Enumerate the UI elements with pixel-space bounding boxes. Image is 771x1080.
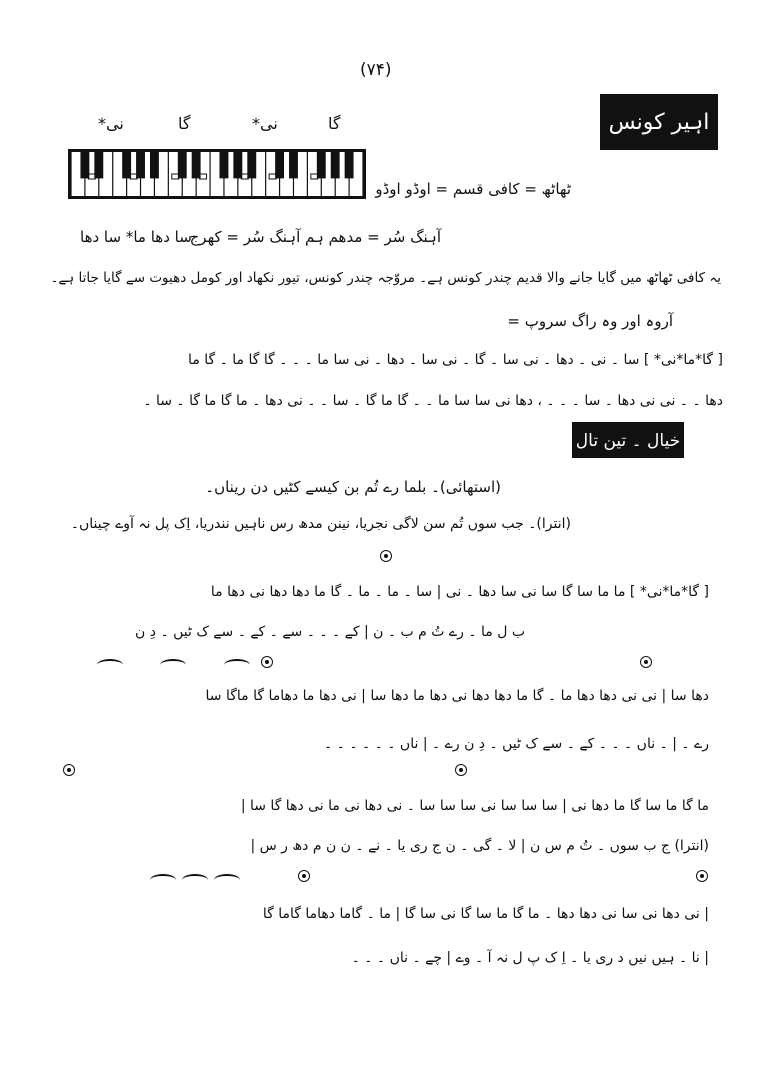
sam-mark-4 (63, 764, 75, 776)
keyboard-mark-4: گا (328, 114, 341, 133)
black-key (122, 152, 131, 178)
aaroh-line-2: دھا ۔ ۔ نی نی دھا ۔ سا ۔ ۔ ۔ ، دھا نی سا سا ما ۔ ۔ گا ما گا ۔ سا ۔ ۔ نی دھا ۔ ما گا ما گا ۔ سا ۔ (143, 393, 723, 409)
sthai-text: (استھائی)۔ بلما رے تُم بن کیسے کٹیں دن ریناں۔ (205, 478, 501, 496)
black-key (289, 152, 298, 178)
slur-1 (97, 659, 123, 671)
paragraph-intro: یہ کافی ٹھاٹھ میں گایا جانے والا قدیم چندر کونس ہے۔ مروّجہ چندر کونس، تیور نکھاد اور کومل دھیوت سے گایا جاتا ہے۔ (50, 270, 721, 286)
sam-mark-1 (380, 550, 392, 562)
black-key (178, 152, 187, 178)
piano-keyboard (68, 149, 366, 199)
black-key (94, 152, 103, 178)
sam-mark-2 (261, 656, 273, 668)
sam-mark-6 (298, 870, 310, 882)
thaat-line: ٹھاٹھ = کافی قسم = اوڈو اوڈو (375, 180, 571, 198)
slur-6 (214, 874, 240, 886)
black-key (150, 152, 159, 178)
black-key (80, 152, 89, 178)
notation-line-3: ما گا ما سا گا ما دھا نی | سا سا سا نی سا سا سا ۔ نی دھا نی ما نی دھا گا سا | (240, 798, 709, 814)
aahang-notes: سا دھا ما* سا دھا (80, 228, 192, 246)
black-key (247, 152, 256, 178)
black-key (136, 152, 145, 178)
antra-text: (انترا)۔ جب سوں تُم سن لاگی نجریا، نینن مدھ رس ناہیں نندریا، اِک پل نہ آوے چیناں۔ (70, 516, 571, 532)
slur-5 (182, 874, 208, 886)
khayal-heading: خیال ۔ تین تال (575, 430, 681, 451)
sam-mark-5 (455, 764, 467, 776)
black-key (192, 152, 201, 178)
keyboard-mark-1: نی* (98, 114, 124, 133)
lyrics-line-3: (انترا) ج ب سوں ۔ تُ م س ن | لا ۔ گی ۔ ن ج ری یا ۔ نے ۔ ن ن م دھ ر س | (250, 838, 709, 854)
notation-line-2: دھا سا | نی نی دھا دھا ما ۔ گا ما دھا دھا نی دھا ما دھا سا | نی دھا ما دھاما گا ماگا سا (205, 688, 709, 704)
keyboard-mark-3: نی* (252, 114, 278, 133)
notation-line-1: [ گا*ما*نی* ] ما ما سا گا سا نی سا دھا ۔ نی | سا ۔ ما ۔ ما ۔ گا ما دھا دھا نی دھا ما (210, 584, 709, 600)
raag-title-box (600, 94, 718, 150)
black-key (275, 152, 284, 178)
sam-mark-3 (640, 656, 652, 668)
black-key (220, 152, 229, 178)
notation-line-4: | نی دھا نی سا نی دھا دھا ۔ ما گا ما سا گا نی سا گا | ما ۔ گاما دھاما گاما گا (262, 906, 709, 922)
lyrics-line-1: ب ل ما ۔ رے تُ م ب ۔ ن | کے ۔ ۔ ۔ سے ۔ کے ۔ سے ک ٹیں ۔ دِ ن (135, 624, 525, 640)
black-key (233, 152, 242, 178)
slur-4 (150, 874, 176, 886)
khayal-heading-box (572, 422, 684, 458)
aahang-line: آہنگ سُر = مدھم ہم آہنگ سُر = کھرج (189, 228, 441, 246)
keyboard-mark-2: گا (178, 114, 191, 133)
paragraph-sroop: آروہ اور وہ راگ سروپ = (507, 312, 673, 330)
black-key (345, 152, 354, 178)
slur-3 (224, 659, 250, 671)
page-number: (۷۴) (360, 60, 392, 80)
slur-2 (160, 659, 186, 671)
lyrics-line-2: رے ۔ | ۔ ناں ۔ ۔ ۔ کے ۔ سے ک ٹیں ۔ دِ ن رے ۔ | ناں ۔ ۔ ۔ ۔ ۔ ۔ (324, 736, 709, 752)
sam-mark-7 (696, 870, 708, 882)
raag-title: اہیر کونس (608, 109, 710, 135)
black-key (317, 152, 326, 178)
lyrics-line-4: | نا ۔ ہیں نیں د ری یا ۔ اِ ک پ ل نہ آ ۔ وے | چے ۔ ناں ۔ ۔ ۔ (351, 950, 709, 966)
black-key (331, 152, 340, 178)
aaroh-line-1: [ گا*ما*نی* ] سا ۔ نی ۔ دھا ۔ نی سا ۔ گا ۔ نی سا ۔ دھا ۔ نی سا ما ۔ ۔ ۔ گا گا ما ۔ گا ما (188, 352, 723, 368)
